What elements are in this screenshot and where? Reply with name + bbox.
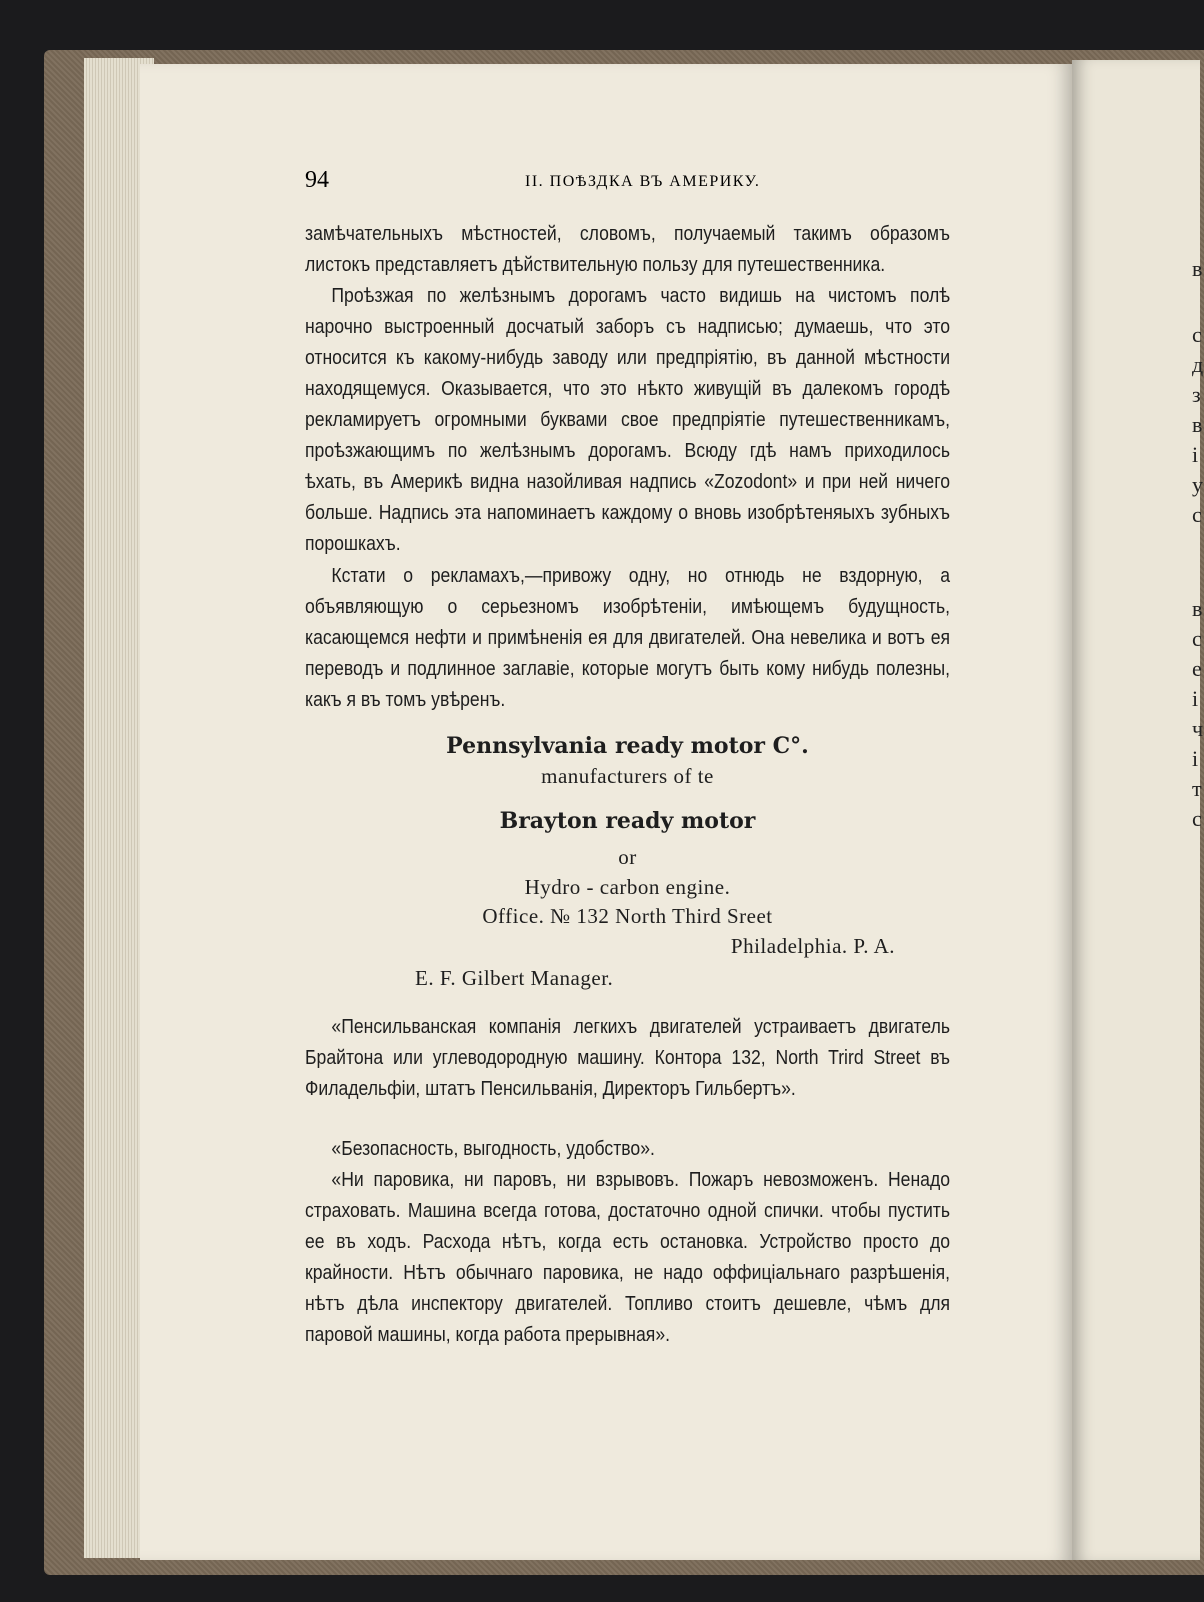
ad-office-address: Office. № 132 North Third Sreet (482, 904, 773, 928)
paragraph: замѣчательныхъ мѣстностей, словомъ, получаемый такимъ образомъ листокъ представляетъ дѣйствительную пользу для путешественника. (305, 223, 951, 276)
facing-page-letter: в (1192, 256, 1203, 281)
facing-page (1072, 60, 1204, 1560)
page-header (305, 167, 950, 197)
facing-page-letter: т (1192, 776, 1202, 801)
paragraph: Кстати о рекламахъ,—привожу одну, но отнюдь не вздорную, а объявляющую о серьезномъ изобрѣтеніи, имѣющемъ будущность, касающемся нефти и примѣненія ея для двигателей. Она невелика и вотъ ея переводъ и подлинное заглавіе, которые могутъ быть кому нибудь полезны, какъ я въ томъ увѣренъ. (305, 565, 951, 711)
ad-manufacturers-line: manufacturers of te (541, 764, 714, 788)
facing-page-letter: с (1192, 806, 1202, 831)
paragraph: «Ни паровика, ни паровъ, ни взрывовъ. Пожаръ невозможенъ. Ненадо страховать. Машина всегда готова, достаточно одной спички. чтобы пустить ее въ ходъ. Расхода нѣтъ, когда есть остановка. Устройство просто до крайности. Нѣтъ обычнаго паровика, не надо оффиціальнаго разрѣшенія, нѣтъ дѣла инспектору двигателей. Топливо стоитъ дешевле, чѣмъ для паровой машины, когда работа прерывная». (305, 1169, 951, 1346)
facing-page-letter: ч (1192, 716, 1204, 741)
ad-product-name: Brayton ready motor (499, 808, 756, 834)
ad-company-name: Pennsylvania ready motor C°. (446, 733, 809, 759)
facing-page-letter: і (1192, 686, 1199, 711)
facing-page-letter: і (1192, 746, 1199, 771)
facing-page-letter: і (1192, 442, 1199, 467)
ad-manager: E. F. Gilbert Manager. (415, 966, 614, 990)
ad-or-line: or (618, 845, 637, 869)
paragraph: «Пенсильванская компанія легкихъ двигателей устраиваетъ двигатель Брайтона или углеводородную машину. Контора 132, North Trird Street въ Филадельфіи, штатъ Пенсильванія, Директоръ Гильбертъ». (305, 1016, 951, 1100)
page-number: 94 (305, 167, 329, 193)
paragraph: Проѣзжая по желѣзнымъ дорогамъ часто видишь на чистомъ полѣ нарочно выстроенный досчатый заборъ съ надписью; думаешь, что это относится къ какому-нибудь заводу или предпріятію, въ данной мѣстности находящемуся. Оказывается, что это нѣкто живущій въ далекомъ городѣ рекламируетъ огромными буквами свое предпріятіе путешественникамъ, проѣзжающимъ по желѣзнымъ дорогамъ. Всюду гдѣ намъ приходилось ѣхать, въ Америкѣ видна назойливая надпись «Zozodont» и при ней ничего больше. Надпись эта напоминаетъ каждому о вновь изобрѣтеняыхъ зубныхъ порошкахъ. (305, 285, 951, 555)
facing-page-letter: з (1192, 382, 1201, 407)
facing-page-letter: в (1192, 412, 1203, 437)
ad-engine-line: Hydro - carbon engine. (524, 875, 731, 899)
facing-page-letter: с (1192, 502, 1202, 527)
running-head: II. ПОѢЗДКА ВЪ АМЕРИКУ. (525, 173, 761, 190)
facing-page-letter: с (1192, 322, 1202, 347)
facing-page-letter: е (1192, 656, 1202, 681)
paragraph: «Безопасность, выгодность, удобство». (331, 1138, 655, 1160)
facing-page-letter: д (1192, 352, 1204, 377)
facing-page-letter: в (1192, 596, 1203, 621)
facing-page-letter: с (1192, 626, 1202, 651)
facing-page-letter: у (1192, 472, 1203, 497)
ad-city: Philadelphia. P. A. (730, 934, 895, 958)
